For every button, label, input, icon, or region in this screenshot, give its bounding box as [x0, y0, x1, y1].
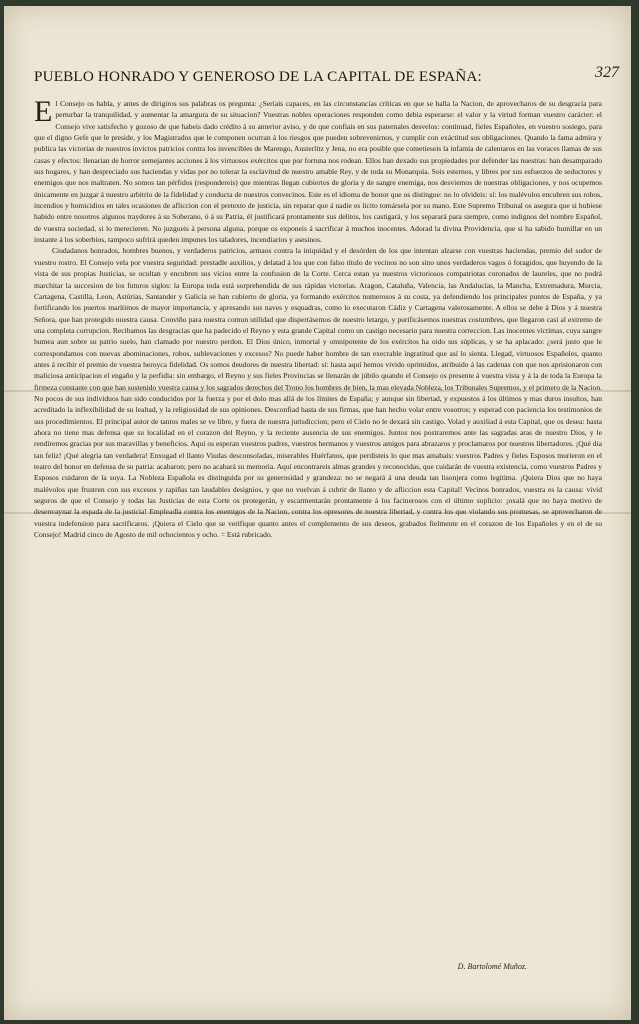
- document-body: [34, 95, 602, 540]
- paragraph-2: Ciudadanos honrados, hombres buenos, y verdaderos patricios, armaos contra la iniquidad y el desórden de los que intentan alzarse con vuestras haciendas, premio del sudor de vuestro rostro. El Consejo vela por vuestra seguridad: prestadle auxilios, y delatad á los que con falso título de vecinos no son sino unos verdaderos vagos ó foragidos, que huyendo de la vista de sus propias Justicias, se ocultan y encubren sus vicios entre la confusion de la Corte. Cerca estan ya nuestros victoriosos compatriotas coronados de laureles, que no podrá marchitar la succesion de los futuros siglos: la Europa toda está sorprehendida de sus rápidas victorias. Aragon, Cataluña, Valencia, las Andalucías, la Mancha, Extremadura, Murcia, Cartagena, Castilla, Leon, Astúrias, Santander y Galicia se han cubierto de gloria, ya formando exércitos numerosos á su costa, ya defendiendo los principales puntos de España, y ya fortificando los puertos marítimos de mayor importancia, y apresando sus naves y esquadras, como lo executaron Cádiz y Cartagena valerosamente. A ellos se debe á Dios y á nuestra Señora, que han protegido nuestra causa. Conviño para nuestra comun utilidad que dispertásemos de nuestro letargo, y purificásemos nuestras costumbres, que llegaron casi al extremo de una completa corrupcion. Recibamos las desgracias que ha padecido el Reyno y esta grande Capital como un castigo necesario para nuestra correccion. Las inocentes víctimas, cuya sangre humea aun sobre su patrio suelo, han clamado por nuestro perdon. El Dios único, inmortal y omnipotente de los exércitos ha oido sus súplicas, y se ha aplacado: ¿será justo que le correspondamos con nuevas abominaciones, robos, sublevaciones y excesos? No puede haber hombre de tan execrable ingratitud que así lo sienta. Llegad, virtuosos Españoles, quanto antes á recibir el premio de vuestra heroyca fidelidad. Os somos deudores de nuestra libertad: sí: hasta aquí hemos vivido oprimidos, atribuido á las cadenas con que nos aprisionaron con maliciosa anticipacion el engaño y la perfidia: sin embargo, el Reyno y sus fieles Provincias se llenarán de júbilo quando el Consejo os presente á vuestra vista y á la de toda la Europa la firmeza constante con que han sostenido vuestra causa y los sagrados derechos del Trono los hombres de bien, la mas elevada Nobleza, los Tribunales Supremos, y el primero de la Nacion. No pocos de sus individuos han sido conducidos por la fuerza y por el dolo mas allá de los límites de España; y aunque sin libertad, y expuestos á los últimos y mas duros insultos, han acreditado la inflexibilidad de su lealtad, y la religiosidad de sus opiniones. Desconfiad hasta de sus firmas, que han hecho volar entre vosotros; y esperad con paciencia los testimonios de sus procedimientos. El principal autor de tantos males se ve libre, y fuera de nuestra jurisdiccion; pero el Cielo no le dexará sin castigo. Volad y auxiliad á esta Capital, que os desea: hasta ahora no tiene mas defensa que su localidad en el corazon del Reyno, y la reciente ausencia de sus enemigos. Juntos nos postraremos ante las sagradas aras de nuestro Dios, y le rendiremos gracias por sus maravillas y beneficios. Aquí os esperan vuestros padres, vuestros hermanos y vuestros amigos para abrazaros y proclamaros por nuestros libertadores. ¡Qué dia tan feliz! ¡Qué alegría tan verdadera! Enxugad el llanto Viudas desconsoladas, miserables Huérfanos, que perdisteis lo que mas amabais: vuestros Padres y fieles Esposos murieron en el teatro del honor en defensa de su patria: acabaron; pero no acabará su memoria. Aquí encontrareis almas grandes y reconocidas, que cuidarán de vuestra existencia, como vuestros Padres y Esposos cuidaron de la suya. La Nobleza Española es distinguida por su generosidad y grandeza: no se negará á una deuda tan lisonjera como legítima. ¡Quiera Dios que no haya malévolos que frustren con sus excesos y rapiñas tan laudables designios, y que no vuelvan á cubrir de llanto y de afliccion esta Capital! Vecinos honrados, vuestra es la causa: vivid seguros de que el Consejo y todas las Justicias de esta Corte os protegerán, y escarmentarán prontamente á los facinerosos con el último suplicio: ¡oxalá que no haya motivo de desenvaynar la espada de la justicia! Empleadla contra los enemigos de la Nacion, contra los opresores de nuestra libertad, y contra los que violando sus promesas, se aprovecharon de vuestra indefension para sacrificaros. ¡Quiera el Cielo que se verifique quanto antes el complemento de sus deseos, grabados fielmente en el corazon de los Españoles y en el de su Consejo! Madrid cinco de Agosto de mil ochocientos y ocho. = Está rubricado.: [34, 246, 602, 540]
- paragraph-1: [34, 95, 602, 245]
- signature: D. Bartolomé Muñoz.: [457, 962, 527, 971]
- paragraph-1-text: l Consejo os habla, y antes de dirigiros sus palabras os pregunta: ¿Seriais capaces, en las circunstancias críticas en que se halla la Nacion, de aprovecharos de su desgracia para perturbar la tranquilidad, y aumentar la amargura de su situacion? Vuestras nobles operaciones responden como debia esperarse: el valor y la virtud forman vuestro carácter: el Consejo vive satisfecho y gozoso de que habeis dado crédito á su anterior aviso, y de que confiais en sus paternales desvelos: continuad, fieles Españoles, en vuestro sosiego, para que el digno Gefe que le preside, y los Magistrados que le componen ocurran á los riesgos que pueden sobrevenirnos, y cumplir con exáctitud sus obligaciones. Quando la fama admira y publica las victorias de nuestros invictos patricios contra los invencibles de Marengo, Austerlitz y Jena, no era posible que cometieseis la infamia de calentaros en las voraces llamas de sus casas y efectos: llenarian de horror semejantes acciones á los virtuosos exércitos que por fortuna nos rodean. Ellos han dexado sus propiedades por defender las nuestras: han desamparado sus hogares, y han despreciado sus haciendas y vidas por no tolerar la esclavitud de nuestro amable Rey, y de toda su Monarquía. Sois esternos, y libres por sus esfuerzos de seductores y enemigos que nos maltraten. No somos tan pérfidos (respondereis) que mientras llegan cubiertos de gloria y de sangre enemiga, nos desviemos de nuestras obligaciones, y nos ocupemos únicamente en juzgar á nuestro arbitrio de la fidelidad y conducta de nuestros convecinos. Este es el idioma de honor que os distingue: no lo olvideis: sí: los malévolos encubren sus robos, incendios y homicidios en tales ocasiones de afliccion con el pretexto de justicia, sin reparar que á nadie es lícito tomársela por su mano. Este Supremo Tribunal os asegura que si hubiese habido entre nosotros algunos traydores á su Soberano, ó á su Patria, él justificará prontamente sus delitos, los castigará, y los separará para siempre, como indignos del nombre Español, de vuestra sociedad, si lo merecieren. No juzgueis á persona alguna, porque os exponeis á sacrificar á muchos inocentes. Adorad la divina Providencia, que si ha sabido humillar en un instante á los soberbios, tampoco sufrirá queden impunes los taladores, incendiarios y asesinos.: [34, 99, 602, 245]
- printed-sheet: [4, 6, 631, 1020]
- page-number: 327: [595, 64, 619, 81]
- drop-cap: E: [34, 95, 53, 128]
- document-title: PUEBLO HONRADO Y GENEROSO DE LA CAPITAL DE ESPAÑA:: [34, 68, 482, 85]
